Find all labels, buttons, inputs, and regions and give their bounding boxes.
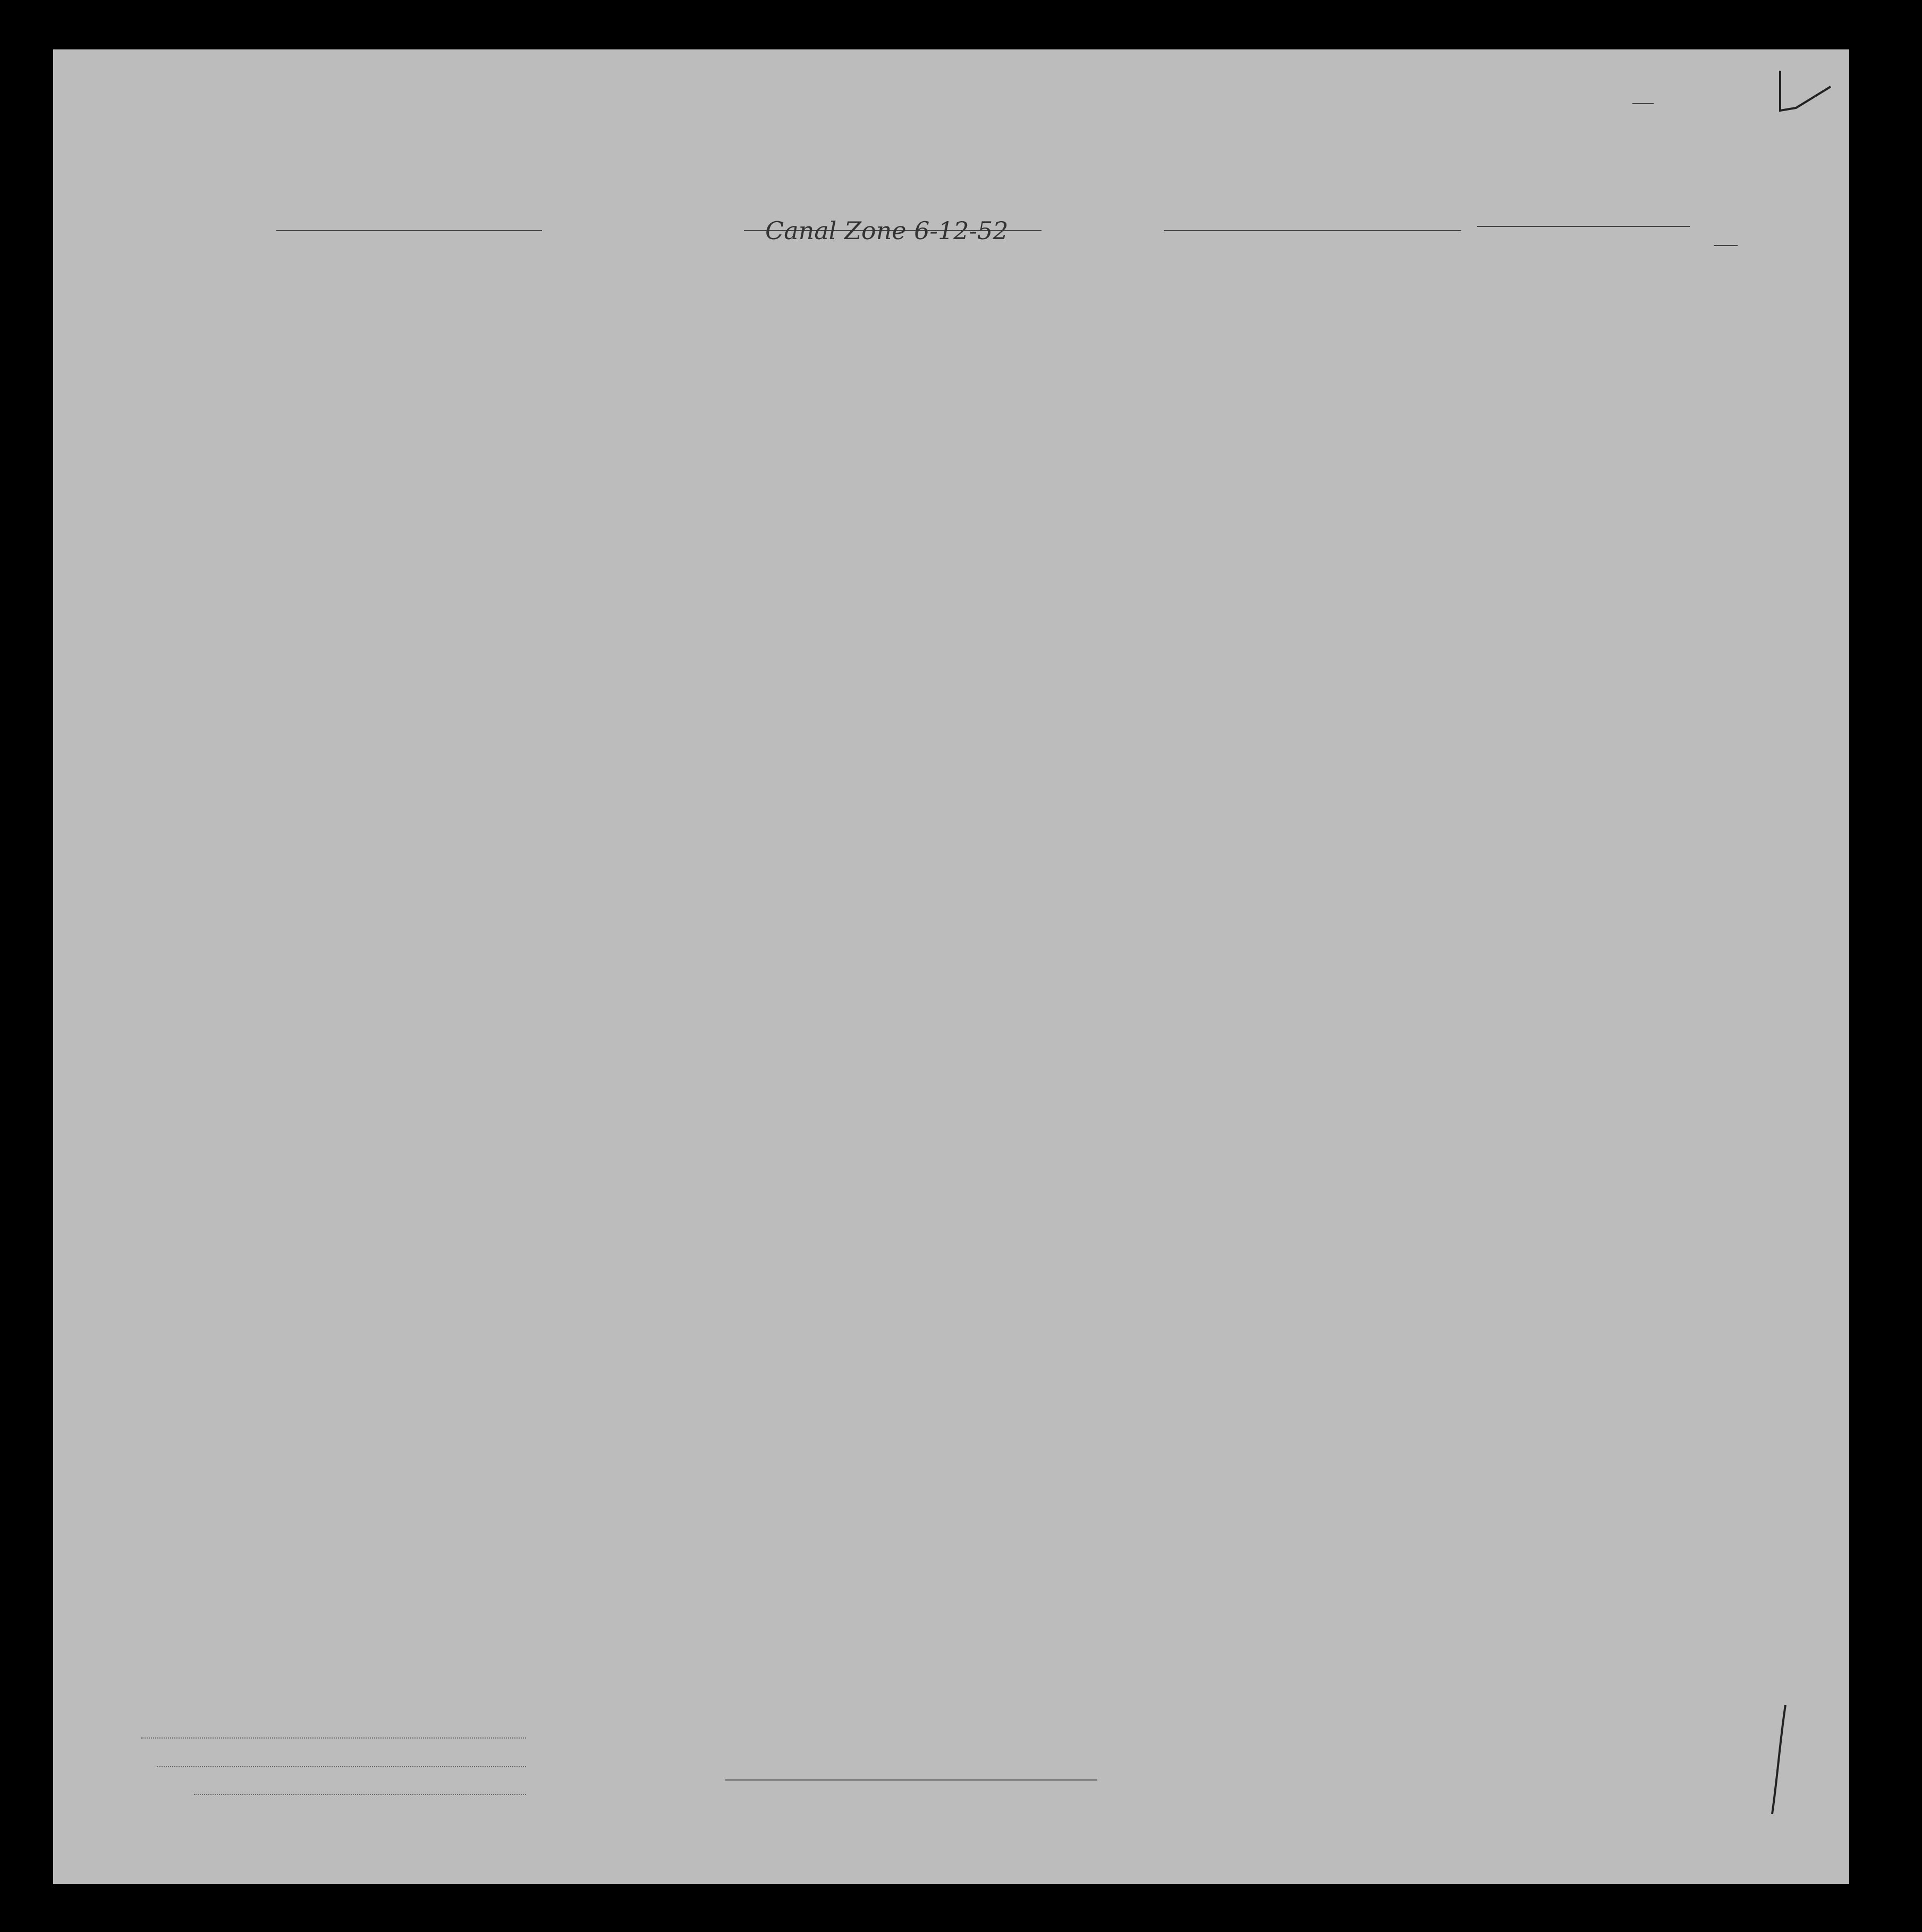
footer-line-field [141, 1737, 526, 1739]
footer-pen-stroke [1764, 1702, 1796, 1819]
inspector-signature-line [725, 1779, 1097, 1781]
handwritten-marks [53, 49, 1849, 1884]
footer-owners-field [157, 1766, 526, 1767]
footer-agents-field [194, 1794, 526, 1795]
manifest-sheet [53, 49, 1849, 1884]
sailing-port-correction-handwriting: Canal Zone 6-12-52 [765, 216, 1009, 245]
